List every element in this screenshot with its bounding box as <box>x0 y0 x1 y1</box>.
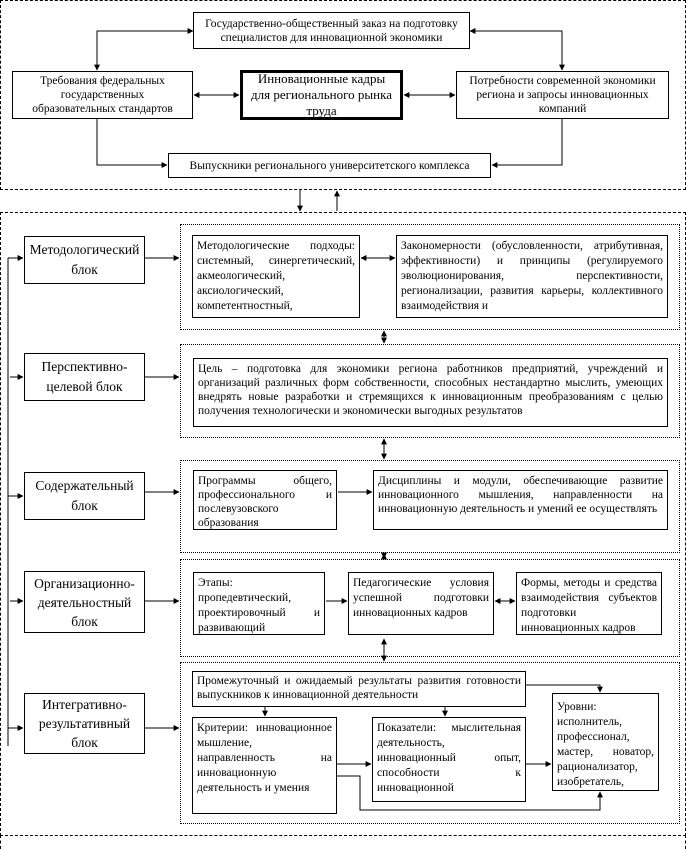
disciplines-modules-box <box>373 470 668 530</box>
criteria-box <box>192 717 337 814</box>
goal-box <box>193 358 668 427</box>
pedagogical-conditions-box <box>348 572 494 635</box>
block-perspective-target-label: Перспективно-целевой блок <box>41 359 128 394</box>
innovative-cadres-box <box>240 70 403 120</box>
economy-needs-text: Потребности современной экономики региона и запросы инновационных компаний <box>469 75 656 115</box>
block-content <box>24 472 145 520</box>
education-programs-text: Программы общего, профессионального и послевузовского образования <box>198 475 332 529</box>
regularities-principles-text: Закономерности (обусловленности, атрибутивная, эффективности) и принципы (регулируемого эволюционирования, перспективности, регионализации, развития карьеры, коллективного взаимодействия и <box>401 240 663 312</box>
regularities-principles-box <box>396 235 668 318</box>
forms-methods-text: Формы, методы и средства взаимодействия субъектов подготовки инновационных кадров <box>521 577 657 634</box>
criteria-text: Критерии: инновационное мышление, направленность на инновационную деятельность и умения <box>197 722 332 794</box>
forms-methods-box <box>516 572 662 635</box>
stages-text: Этапы: пропедевтический, проектировочный и развивающий <box>198 577 320 634</box>
state-order-box <box>193 12 470 49</box>
graduates-text: Выпускники регионального университетского комплекса <box>189 159 470 172</box>
bottom-frame-edge <box>0 835 686 849</box>
levels-box <box>552 693 659 791</box>
innovative-cadres-text: Инновационные кадры для регионального рынка труда <box>251 71 392 118</box>
goal-text: Цель – подготовка для экономики региона работников предприятий, учреждений и организаций различных форм собственности, способных нестандартно мыслить, умеющих внедрять новые разработки и стремящихся к инновационным преобразованиям с целью получения технологически и экономически выгодных результатов <box>198 363 663 417</box>
methodological-approaches-box <box>192 235 360 318</box>
levels-text: Уровни: исполнитель, профессионал, мастер, новатор, рационализатор, изобретатель, <box>557 701 654 788</box>
results-box <box>192 671 526 707</box>
state-order-text: Государственно-общественный заказ на подготовку специалистов для инновационной экономики <box>205 17 458 44</box>
block-integrative-result-label: Интегративно-результативный блок <box>38 697 131 750</box>
fgos-requirements-text: Требования федеральных государственных образовательных стандартов <box>32 75 173 115</box>
block-organizational-label: Организационно-деятельностный блок <box>34 575 135 629</box>
block-content-label: Содержательный блок <box>35 478 134 513</box>
graduates-box <box>168 153 491 178</box>
block-perspective-target <box>24 353 145 401</box>
stages-box <box>193 572 325 635</box>
methodological-approaches-text: Методологические подходы: системный, синергетический, акмеологический, аксиологический, компетентностный, <box>197 240 355 312</box>
fgos-requirements-box <box>12 71 193 119</box>
block-integrative-result <box>24 693 145 754</box>
block-organizational <box>24 571 145 633</box>
block-methodological <box>24 236 145 284</box>
economy-needs-box <box>456 71 669 119</box>
education-programs-box <box>193 470 337 530</box>
results-text: Промежуточный и ожидаемый результаты развития готовности выпускников к инновационной деятельности <box>197 675 521 701</box>
disciplines-modules-text: Дисциплины и модули, обеспечивающие развитие инновационного мышления, направленности на инновационную деятельность и умений ее осуществлять <box>378 475 663 515</box>
indicators-text: Показатели: мыслительная деятельность, инновационный опыт, способности к инновационной <box>377 722 521 794</box>
block-methodological-label: Методологический блок <box>29 242 140 277</box>
pedagogical-conditions-text: Педагогические условия успешной подготовки инновационных кадров <box>353 577 489 619</box>
indicators-box <box>372 717 526 802</box>
